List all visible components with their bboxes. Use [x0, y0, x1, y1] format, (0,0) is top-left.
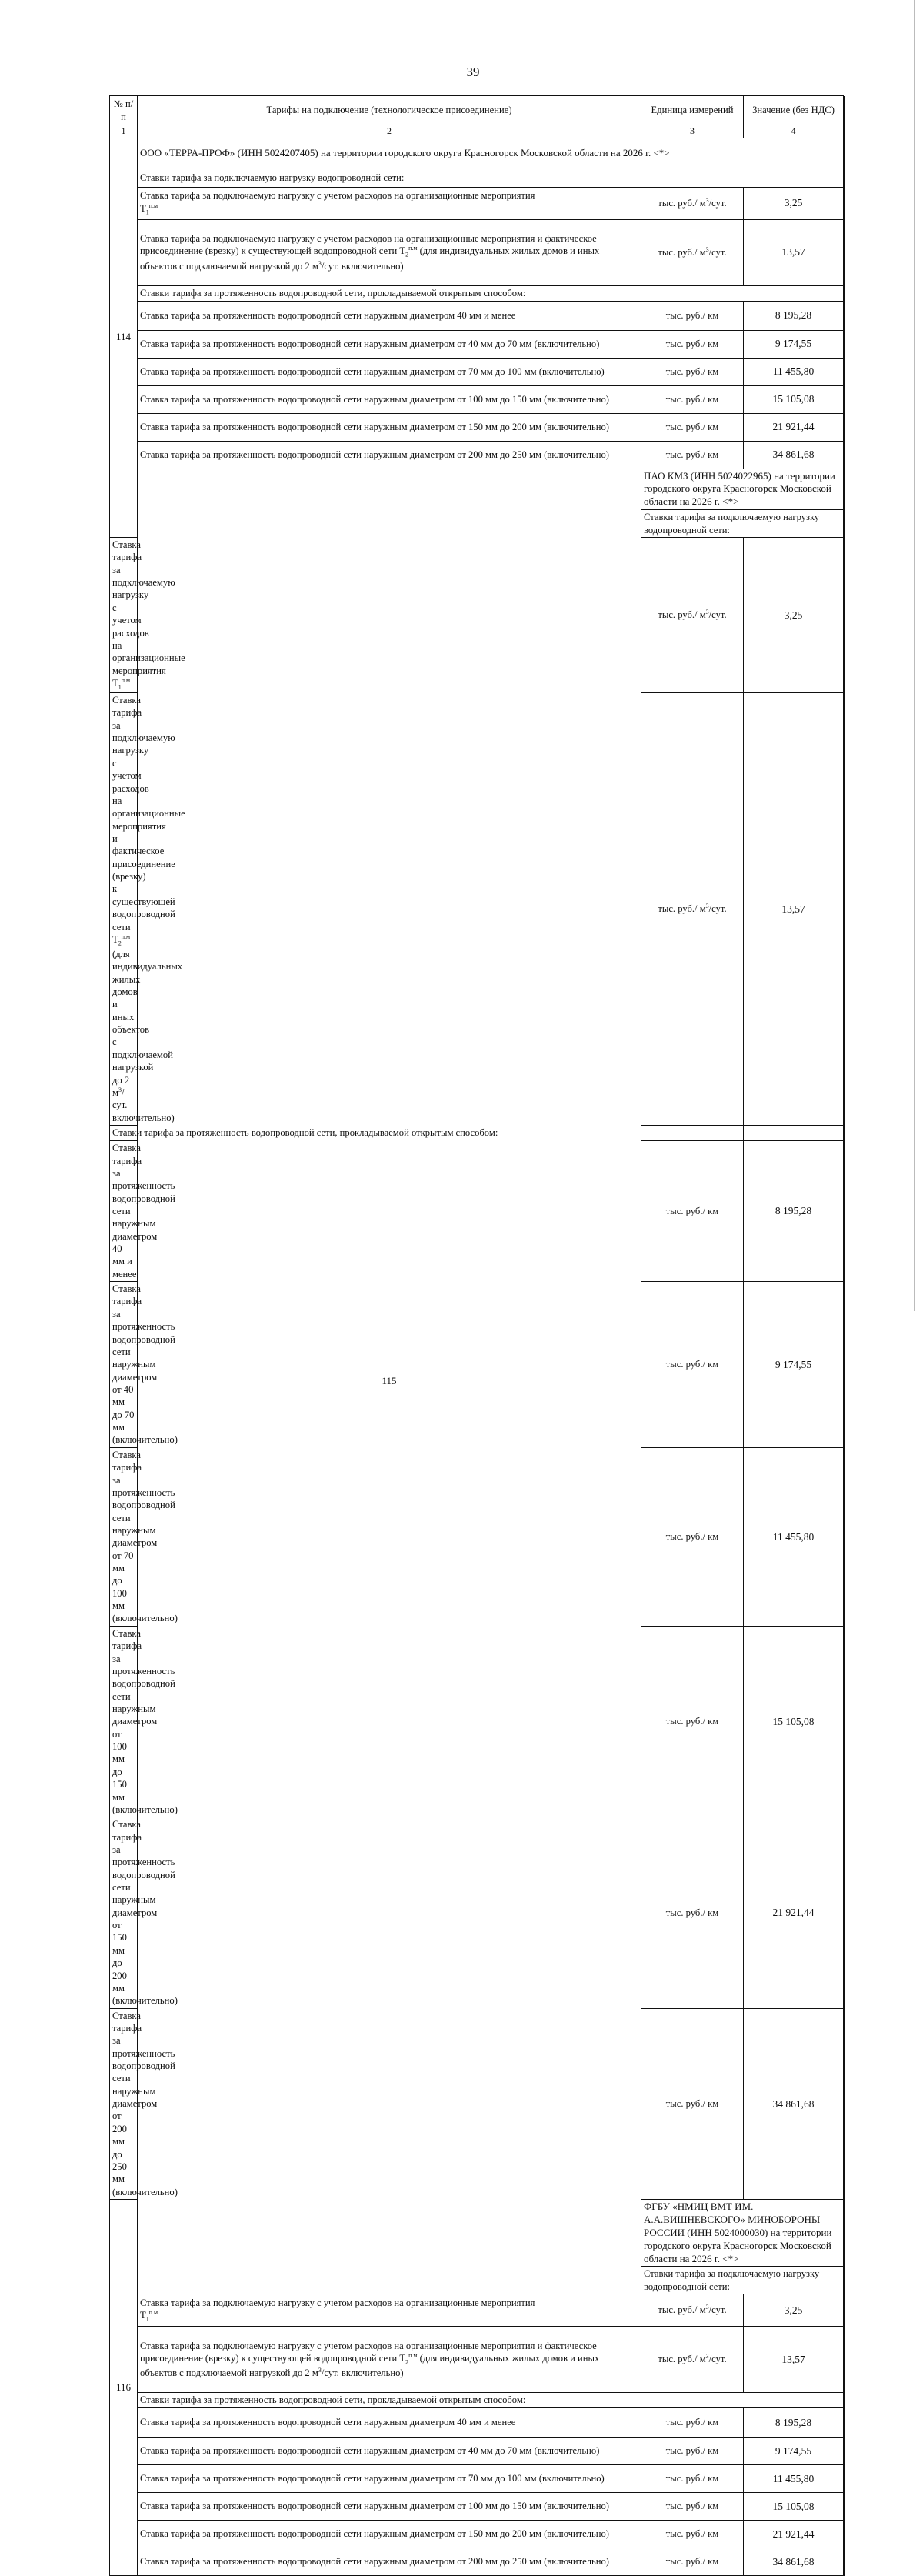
header-index-2: 2 [138, 125, 641, 138]
t2-unit: тыс. руб./ $м^3$/сут. [641, 219, 744, 285]
table-header [110, 96, 844, 138]
row-unit: тыс. руб./ км [641, 441, 744, 469]
t1-unit: тыс. руб./ $м^3$/сут. [641, 537, 744, 692]
row-unit: тыс. руб./ км [641, 2521, 744, 2548]
table-row [110, 385, 844, 413]
row-description: Ставка тарифа за протяженность водопроводной сети наружным диаметром от 150 мм до 200 мм (включительно) [138, 2521, 641, 2548]
row-value: 11 455,80 [744, 358, 844, 385]
row-description: Ставка тарифа за протяженность водопроводной сети наружным диаметром от 100 мм до 150 мм (включительно) [110, 1626, 138, 1817]
t2-value: 13,57 [744, 219, 844, 285]
block-number: 115 [138, 469, 641, 2294]
t2-value: 13,57 [744, 693, 844, 1126]
scan-edge-line [914, 0, 915, 1311]
row-value: 21 921,44 [744, 2521, 844, 2548]
row-description: Ставка тарифа за протяженность водопроводной сети наружным диаметром от 70 мм до 100 мм (включительно) [138, 2465, 641, 2493]
row-unit: тыс. руб./ км [641, 1447, 744, 1626]
t1-description: Ставка тарифа за подключаемую нагрузку с учетом расходов на организационные мероприятия $T_1^{п.м}$ [138, 187, 641, 219]
row-value: 9 174,55 [744, 330, 844, 358]
load-section-header: Ставки тарифа за подключаемую нагрузку водопроводной сети: [138, 169, 844, 187]
org-title: ФГБУ «НМИЦ ВМТ ИМ. А.А.ВИШНЕВСКОГО» МИНОБОРОНЫ РОССИИ (ИНН 5024000030) на территории городского округа Красногорск Московской области на 2026 г. <*> [641, 2200, 844, 2267]
row-unit: тыс. руб./ км [641, 413, 744, 441]
row-unit: тыс. руб./ км [641, 1817, 744, 2008]
block-number: 114 [110, 138, 138, 537]
row-unit: тыс. руб./ км [641, 358, 744, 385]
row-unit: тыс. руб./ км [641, 1141, 744, 1282]
header-value: Значение (без НДС) [744, 96, 844, 125]
t2-description: Ставка тарифа за подключаемую нагрузку с учетом расходов на организационные мероприятия и фактическое присоединение (врезку) к существующей водопроводной сети $T_2^{п.м}$ (для индивидуальных жилых домов и иных объектов с подключаемой нагрузкой до 2 $м^3$/сут. включительно) [138, 219, 641, 285]
t1-description: Ставка тарифа за подключаемую нагрузку с учетом расходов на организационные мероприятия $T_1^{п.м}$ [138, 2294, 641, 2327]
t1-unit: тыс. руб./ $м^3$/сут. [641, 2294, 744, 2327]
row-unit: тыс. руб./ км [641, 1626, 744, 1817]
header-unit: Единица измерений [641, 96, 744, 125]
org-title: ООО «ТЕРРА-ПРОФ» (ИНН 5024207405) на территории городского округа Красногорск Московской области на 2026 г. <*> [138, 138, 844, 169]
row-description: Ставка тарифа за протяженность водопроводной сети наружным диаметром от 150 мм до 200 мм (включительно) [110, 1817, 138, 2008]
table-row [110, 358, 844, 385]
t2-value: 13,57 [744, 2327, 844, 2393]
load-section-header: Ставки тарифа за подключаемую нагрузку водопроводной сети: [641, 2267, 844, 2294]
row-description: Ставка тарифа за протяженность водопроводной сети наружным диаметром от 200 мм до 250 мм (включительно) [110, 2008, 138, 2199]
row-value: 8 195,28 [744, 2408, 844, 2438]
table-row [110, 413, 844, 441]
row-unit: тыс. руб./ км [641, 2465, 744, 2493]
length-header-row [110, 2393, 844, 2408]
length-header-row [110, 285, 844, 301]
length-header-row [110, 1126, 844, 1141]
table-row [110, 2465, 844, 2493]
header-index-1: 1 [110, 125, 138, 138]
t2-row [110, 219, 844, 285]
table-row [110, 2438, 844, 2465]
t2-description: Ставка тарифа за подключаемую нагрузку с учетом расходов на организационные мероприятия и фактическое присоединение (врезку) к существующей водопроводной сети $T_2^{п.м}$ (для индивидуальных жилых домов и иных объектов с подключаемой нагрузкой до 2 $м^3$/сут. включительно) [138, 2327, 641, 2393]
t1-value: 3,25 [744, 187, 844, 219]
t2-row [110, 2327, 844, 2393]
table-row [110, 301, 844, 330]
t1-description: Ставка тарифа за подключаемую нагрузку с учетом расходов на организационные мероприятия $T_1^{п.м}$ [110, 537, 138, 692]
org-row [110, 469, 844, 510]
row-value: 15 105,08 [744, 1626, 844, 1817]
row-value: 34 861,68 [744, 441, 844, 469]
row-value: 8 195,28 [744, 1141, 844, 1282]
row-description: Ставка тарифа за протяженность водопроводной сети наружным диаметром 40 мм и менее [138, 301, 641, 330]
row-value: 34 861,68 [744, 2008, 844, 2199]
t1-row [110, 187, 844, 219]
header-index-4: 4 [744, 125, 844, 138]
page-number: 39 [466, 65, 480, 79]
length-section-header: Ставки тарифа за протяженность водопроводной сети, прокладываемой открытым способом: [110, 1126, 744, 1141]
row-unit: тыс. руб./ км [641, 2493, 744, 2521]
row-description: Ставка тарифа за протяженность водопроводной сети наружным диаметром от 100 мм до 150 мм (включительно) [138, 385, 641, 413]
row-value: 11 455,80 [744, 1447, 844, 1626]
t2-description: Ставка тарифа за подключаемую нагрузку с учетом расходов на организационные мероприятия и фактическое присоединение (врезку) к существующей водопроводной сети $T_2^{п.м}$ (для индивидуальных жилых домов и иных объектов с подключаемой нагрузкой до 2 $м^3$/сут. включительно) [110, 693, 138, 1126]
row-description: Ставка тарифа за протяженность водопроводной сети наружным диаметром от 70 мм до 100 мм (включительно) [110, 1447, 138, 1626]
row-value: 34 861,68 [744, 2548, 844, 2576]
row-value: 8 195,28 [744, 301, 844, 330]
org-title: ПАО КМЗ (ИНН 5024022965) на территории городского округа Красногорск Московской области на 2026 г. <*> [641, 469, 844, 510]
header-num: № п/п [110, 96, 138, 125]
row-unit: тыс. руб./ км [641, 1282, 744, 1448]
row-unit: тыс. руб./ км [641, 330, 744, 358]
row-description: Ставка тарифа за протяженность водопроводной сети наружным диаметром от 40 мм до 70 мм (включительно) [138, 330, 641, 358]
row-value: 21 921,44 [744, 1817, 844, 2008]
row-description: Ставка тарифа за протяженность водопроводной сети наружным диаметром от 200 мм до 250 мм (включительно) [138, 2548, 641, 2576]
row-description: Ставка тарифа за протяженность водопроводной сети наружным диаметром от 100 мм до 150 мм (включительно) [138, 2493, 641, 2521]
row-value: 15 105,08 [744, 385, 844, 413]
row-value: 11 455,80 [744, 2465, 844, 2493]
table-row [110, 2408, 844, 2438]
row-value: 21 921,44 [744, 413, 844, 441]
table-row [110, 441, 844, 469]
row-value: 15 105,08 [744, 2493, 844, 2521]
row-description: Ставка тарифа за протяженность водопроводной сети наружным диаметром 40 мм и менее [110, 1141, 138, 1282]
length-section-header: Ставки тарифа за протяженность водопроводной сети, прокладываемой открытым способом: [138, 285, 844, 301]
t2-unit: тыс. руб./ $м^3$/сут. [641, 2327, 744, 2393]
row-description: Ставка тарифа за протяженность водопроводной сети наружным диаметром от 40 мм до 70 мм (включительно) [110, 1282, 138, 1448]
row-description: Ставка тарифа за протяженность водопроводной сети наружным диаметром от 40 мм до 70 мм (включительно) [138, 2438, 641, 2465]
row-description: Ставка тарифа за протяженность водопроводной сети наружным диаметром от 70 мм до 100 мм (включительно) [138, 358, 641, 385]
load-header-row [110, 169, 844, 187]
t1-row [110, 2294, 844, 2327]
header-index-3: 3 [641, 125, 744, 138]
load-section-header: Ставки тарифа за подключаемую нагрузку водопроводной сети: [641, 510, 844, 538]
row-unit: тыс. руб./ км [641, 2408, 744, 2438]
table-row [110, 2548, 844, 2576]
length-section-header: Ставки тарифа за протяженность водопроводной сети, прокладываемой открытым способом: [138, 2393, 844, 2408]
t1-unit: тыс. руб./ $м^3$/сут. [641, 187, 744, 219]
t1-value: 3,25 [744, 2294, 844, 2327]
table-row [110, 2493, 844, 2521]
row-unit: тыс. руб./ км [641, 2548, 744, 2576]
row-value: 9 174,55 [744, 1282, 844, 1448]
row-unit: тыс. руб./ км [641, 2438, 744, 2465]
row-description: Ставка тарифа за протяженность водопроводной сети наружным диаметром от 150 мм до 200 мм (включительно) [138, 413, 641, 441]
row-unit: тыс. руб./ км [641, 2008, 744, 2199]
block-number: 116 [110, 2200, 138, 2576]
table-row [110, 2521, 844, 2548]
org-row [110, 138, 844, 169]
row-description: Ставка тарифа за протяженность водопроводной сети наружным диаметром 40 мм и менее [138, 2408, 641, 2438]
t1-value: 3,25 [744, 537, 844, 692]
row-value: 9 174,55 [744, 2438, 844, 2465]
t2-unit: тыс. руб./ $м^3$/сут. [641, 693, 744, 1126]
row-unit: тыс. руб./ км [641, 301, 744, 330]
row-unit: тыс. руб./ км [641, 385, 744, 413]
table-body [110, 138, 844, 2576]
tariff-table [109, 95, 845, 2576]
row-description: Ставка тарифа за протяженность водопроводной сети наружным диаметром от 200 мм до 250 мм (включительно) [138, 441, 641, 469]
header-name: Тарифы на подключение (технологическое присоединение) [138, 96, 641, 125]
table-row [110, 330, 844, 358]
